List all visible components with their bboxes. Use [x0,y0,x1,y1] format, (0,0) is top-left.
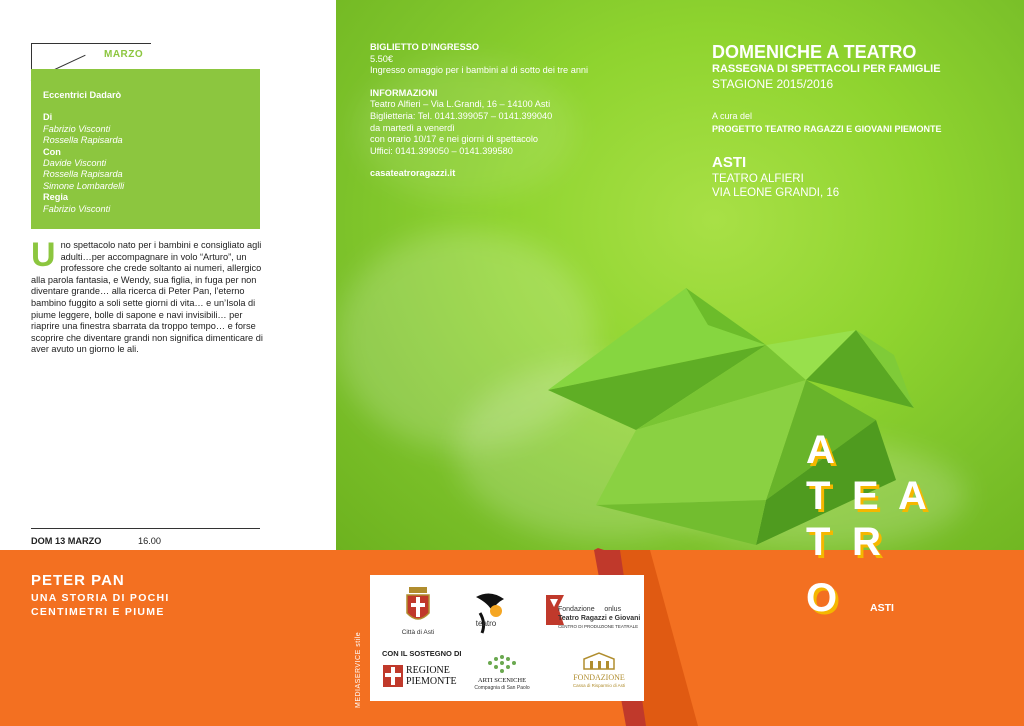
cover-title: DOMENICHE A TEATRO [712,42,917,62]
fondazione-line-3: CENTRO DI PRODUZIONE TEATRALE [558,624,639,629]
date-divider [31,528,260,529]
cover-season: STAGIONE 2015/2016 [712,77,834,91]
dropcap: U [31,236,56,274]
website-link[interactable]: casateatroragazzi.it [370,168,456,179]
credit-role: Regia [43,192,69,203]
credit-person: Fabrizio Visconti [43,123,111,134]
fond-cr-line-2: Cassa di Risparmio di Asti [572,683,626,688]
design-credit: MEDIASERVICE stile [355,631,362,708]
fondazione-cr-icon [582,651,616,671]
month-label: MARZO [104,49,144,60]
info-line: Uffici: 0141.399050 – 0141.399580 [370,145,513,156]
cover-city: ASTI [712,154,747,171]
mark-letter-a: A [806,428,835,472]
info-line: Teatro Alfieri – Via L.Grandi, 16 – 14100 Asti [370,99,551,110]
credit-role: Di [43,112,53,123]
show-subtitle-line-2: CENTIMETRI E PIUME [31,606,165,618]
fondazione-line-2: Teatro Ragazzi e Giovani [558,615,641,622]
venue-address: VIA LEONE GRANDI, 16 [712,187,840,199]
sponsor-label: CON IL SOSTEGNO DI [382,649,462,658]
show-subtitle [31,591,170,619]
company-name: Eccentrici Dadarò [43,90,122,100]
show-date: DOM 13 MARZO [31,536,102,546]
city-crest-icon [403,585,433,627]
synopsis [31,236,263,356]
fondazione-line-1: Fondazione onlus [558,606,622,613]
credit-person: Fabrizio Visconti [43,203,111,214]
show-time: 16.00 [138,536,161,546]
show-subtitle-line-1: UNA STORIA DI POCHI [31,592,170,604]
mark-letter-o: O [806,576,838,620]
credit-person: Rossella Rapisarda [43,135,123,146]
regione-line-1: REGIONE [406,665,450,676]
cover-text [712,42,1002,200]
mark-letter-r: R [852,520,881,564]
left-panel [0,0,336,550]
teatro-logo-icon [470,589,510,635]
mark-letter-t: T [806,474,831,518]
credit-role: Con [43,146,61,157]
regione-piemonte-icon [383,665,403,687]
credits-box [31,69,260,229]
arti-line-1: ARTI SCENICHE [477,677,527,684]
mark-letter-e: E [852,474,879,518]
arti-sceniche-icon [482,653,522,677]
show-title: PETER PAN [31,572,125,589]
mark-city: ASTI [870,602,894,614]
ticket-price: 5.50€ [370,53,393,64]
credit-person: Simone Lombardelli [43,180,125,191]
info-column [370,42,630,180]
regione-line-2: PIEMONTE [406,676,457,687]
ticket-note: Ingresso omaggio per i bambini al di sotto dei tre anni [370,65,589,76]
info-line: Biglietteria: Tel. 0141.399057 – 0141.399040 [370,110,553,121]
info-line: con orario 10/17 e nei giorni di spettacolo [370,134,539,145]
cover-subtitle: RASSEGNA DI SPETTACOLI PER FAMIGLIE [712,63,941,75]
venue-name: TEATRO ALFIERI [712,173,804,185]
ticket-heading: BIGLIETTO D’INGRESSO [370,42,480,52]
city-caption: Città di Asti [401,629,435,636]
mark-letter-a2: A [898,474,927,518]
curated-by: A cura del [712,111,753,121]
curator: PROGETTO TEATRO RAGAZZI E GIOVANI PIEMONTE [712,124,942,134]
teatro-caption: teatro [475,619,497,628]
credit-list [43,112,248,215]
synopsis-text: no spettacolo nato per i bambini e consigliato agli adulti…per accompagnare in volo “Arturo”, un professore che crede soltanto ai numeri, allergico alla parola fantasia, e Wendy, sua figlia, in fuga per non diventare grande… alla ricerca di Peter Pan, l’eterno bambino fuggito a soli sette giorni di vita… e un’Isola di piume leggere, bolle di sapone e navi invisibili… per riaprire una finestra sbarrata da troppo tempo… e forse scoprire che diventare grandi non significa dimenticare di aver avuto un giorno le ali. [31,240,263,355]
credit-person: Davide Visconti [43,158,107,169]
mark-letter-t2: T [806,520,831,564]
credit-person: Rossella Rapisarda [43,169,123,180]
info-line: da martedì a venerdì [370,122,455,133]
sponsor-logos [370,575,644,701]
fond-cr-line-1: FONDAZIONE [573,673,625,682]
arti-line-2: Compagnia di San Paolo [474,685,530,691]
info-heading: INFORMAZIONI [370,87,438,98]
